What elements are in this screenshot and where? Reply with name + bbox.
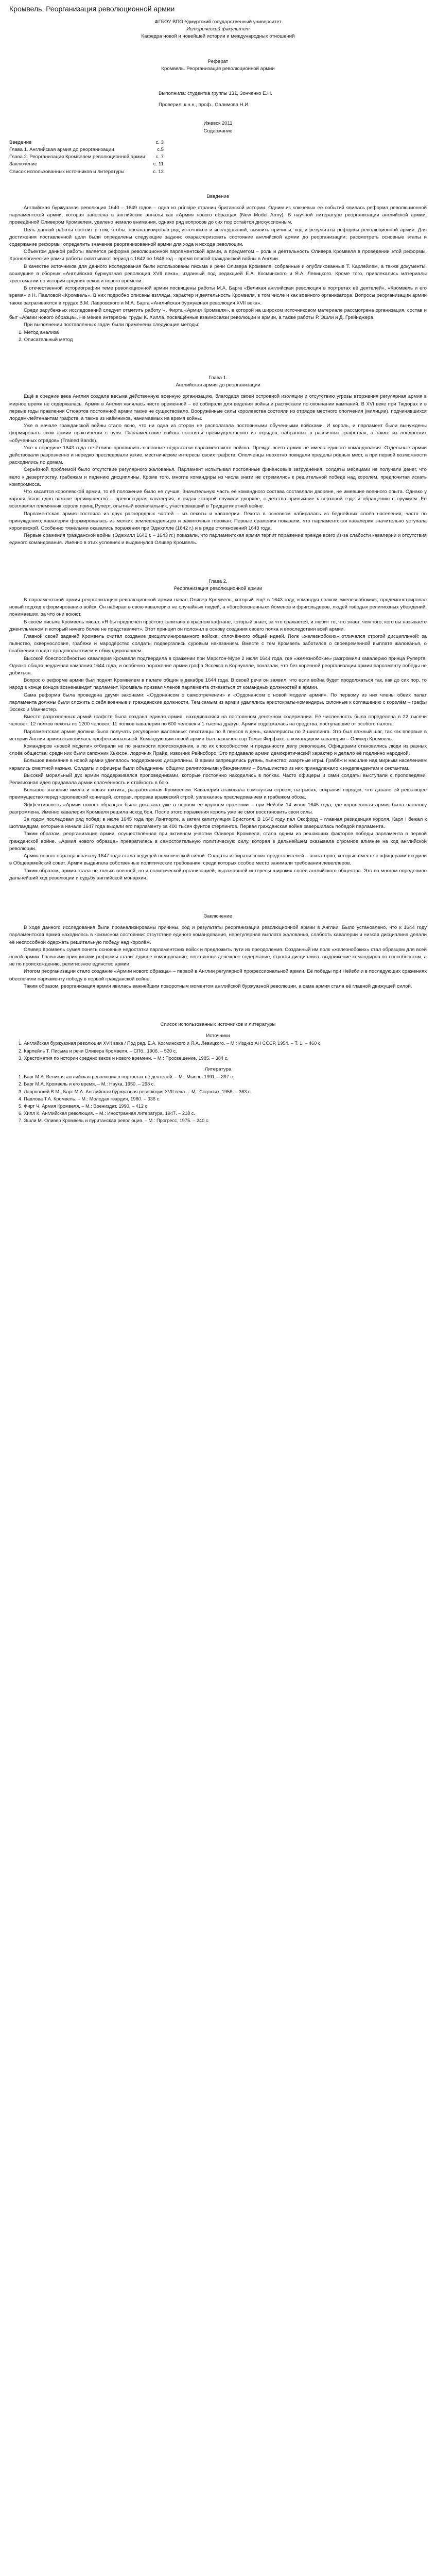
chapter-1-section: [9, 375, 427, 547]
source-item: 2. Карлейль Т. Письма и речи Оливера Кромвеля. – СПб., 1906. – 520 с.: [19, 1048, 177, 1054]
chapter-2-paragraph: Большое значение имела и новая тактика, разработанная Кромвелем. Кавалерия атаковала сомкнутым строем, на рысях, сохраняя порядок, что давало ей решающее преимущество перед королевской конницей, которая, прорвав вражеский строй, увлекалась преследованием и грабежом обоза.: [9, 787, 427, 801]
source-item: 3. Хрестоматия по истории средних веков и нового времени. – М.: Просвещение, 1985. – 384 с.: [19, 1055, 229, 1061]
chapter-2-paragraph: Высокой боеспособностью кавалерия Кромвеля подтвердила в сражении при Марстон-Муре 2 июля 1644 года, где «железнобокие» разгромили кавалерию принца Руперта. Однако общая неудачная кампания 1644 года, и особенно поражение армии графа Эссекса в Корнуолле, показали, что без коренной реорганизации армии парламенту победы не добиться.: [9, 655, 427, 676]
chapter-2-paragraph: Сама реформа была проведена двумя законами: «Ордонансом о самоотречении» и «Ордонансом о новой модели армии». По первому из них члены обеих палат парламента должны были сложить с себя военные и гражданские должности. Тем самым из армии удалялись аристократы-командиры, склонные к соглашению с королём – графы Эссекс и Манчестер.: [9, 692, 427, 713]
author-line: Выполнила: студентка группы 131, Зонченко Е.Н.: [159, 91, 272, 97]
chapter-2-paragraph: Главной своей задачей Кромвель считал создание дисциплинированного войска, сплочённого общей идеей. Полк «железнобоких» отличался строгой дисциплиной: за пьянство, сквернословие, грабежи и мародёрство солдаты подвергались суровым наказаниям. Вместе с тем Кромвель заботился о своевременной выплате жалованья, о снабжении солдат продовольствием и обмундированием.: [9, 634, 427, 654]
conclusion-paragraph: Оливер Кромвель сумел понять основные недостатки парламентских войск и предложить пути их преодоления. Созданный им полк «железнобоких» стал образцом для всей новой армии. Главными принципами реформы стали: единое командование, постоянное денежное содержание, строгая дисциплина, выдвижение командиров по способностям, а не по происхождению, религиозное единство армии.: [9, 946, 427, 968]
literature-item: 5. Фирт Ч. Армия Кромвеля. – М.: Воениздат, 1990. – 412 с.: [19, 1103, 149, 1109]
bibliography-section: [9, 1021, 427, 1125]
chapter-1-paragraph: Ещё в средние века Англия создала весьма действенную военную организацию, благодаря своей островной изоляции и отсутствию угрозы вторжения регулярная армия в мирное время не содержалась. Армия в Англии являлась чисто временной – её собирали для ведения войны и распускали по окончании кампаний. В XVI веке при Тюдорах и в первые годы правления Стюартов постоянной армии также не существовало. Вооружённые силы королевства состояли из отрядов местного ополчения (милиции), подчинявшихся лордам-лейтенантам графств, а также из наёмников, нанимаемых на время войны.: [9, 394, 427, 421]
toc-item-label: Глава 1. Английская армия до реорганизации: [9, 147, 114, 153]
literature-item: 2. Барг М.А. Кромвель и его время. – М.: Наука, 1950. – 298 с.: [19, 1081, 155, 1087]
literature-item: 6. Хилл К. Английская революция. – М.: Иностранная литература, 1947. – 218 с.: [19, 1111, 195, 1116]
chapter-2-paragraph: Таким образом, армия стала не только военной, но и политической организацией, выражавшей интересы широких слоёв английского общества. Это во многом определило дальнейший ход революции и судьбу английской монархии.: [9, 868, 427, 881]
toc-item-page: с. 3: [155, 139, 164, 145]
reviewer-line: Проверил: к.н.н., проф., Салимова Н.И.: [159, 102, 250, 108]
chapter-1-paragraph: Первые сражения гражданской войны (Эджхилл 1642 г. – 1643 гг.) показали, что парламентская армия терпит поражение прежде всего из-за слабости кавалерии и отсутствия единого командования. Именно в этих условиях и выдвинулся Оливер Кромвель.: [9, 533, 427, 546]
toc-item-label: Список использованных источников и литературы: [9, 168, 125, 175]
conclusion-heading: Заключение: [204, 913, 232, 919]
chapter-1-title: Английская армия до реорганизации: [176, 382, 260, 388]
chapter-2-paragraph: Вопрос о реформе армии был поднят Кромвелем в палате общин в декабре 1644 года. В своей речи он заявил, что если война будет продолжаться так, как до сих пор, то народ в конце концов возненавидит парламент. Кромвель призвал членов парламента отказаться от командных должностей в армии.: [9, 677, 427, 691]
method-item: 2. Описательный метод: [19, 336, 73, 343]
intro-paragraph: В качестве источников для данного исследования были использованы письма и речи Оливера Кромвеля, собранные и опубликованные Т. Карлейлем, а также документы, вошедшие в сборник «Английская буржуазная революция XVII века», изданный под редакцией Е.А. Косминского и Я.А. Левицкого. Кроме того, привлекались материалы хрестоматии по истории средних веков и нового времени.: [9, 263, 427, 284]
intro-paragraph: Цель данной работы состоит в том, чтобы, проанализировав ряд источников и исследований, выявить причины, ход и результаты реформы революционной армии. Для достижения поставленной цели были определены следующие задачи: охарактеризовать состояние английской армии до реорганизации; рассмотреть основные этапы и содержание реформы; определить значение реорганизованной армии для хода и исхода революции.: [9, 227, 427, 248]
intro-paragraph: Объектом данной работы является реформа революционной парламентской армии, а предметом – роль и деятельность Оливера Кромвеля в проведении этой реформы. Хронологические рамки работы охватывают период с 1642 по 1646 год – время первой гражданской войны в Англии.: [9, 249, 427, 262]
faculty-name: Исторический факультет: [186, 26, 250, 32]
literature-item: 4. Павлова Т.А. Кромвель. – М.: Молодая гвардия, 1980. – 336 с.: [19, 1096, 161, 1101]
toc-item-page: с. 12: [153, 168, 164, 175]
intro-paragraph: Английская буржуазная революция 1640 – 1649 годов – одна из príncipe страниц британской истории. Одним из ключевых её событий явилась реформа революционной парламентской армии, которая занесена в английские анналы как «Армия нового образца» (New Model Army). В научной литературе реорганизации английской армии, проведённой Оливером Кромвелем, уделено немало внимания, однако ряд вопросов до сих пор остаётся дискуссионным.: [9, 205, 427, 226]
chapter-2-paragraph: Большое внимание в новой армии уделялось поддержанию дисциплины. В армии запрещались ругань, пьянство, азартные игры. Грабёж и насилие над мирным населением карались смертной казнью. Солдаты и офицеры были объединены общими религиозными убеждениями – большинство из них принадлежало к индепендентам и сектантам.: [9, 758, 427, 771]
work-type: Реферат: [207, 58, 229, 64]
bibliography-heading: Список использованных источников и литературы: [160, 1021, 276, 1027]
city-year: Ижевск 2011: [203, 121, 233, 127]
method-item: 1. Метод анализа: [19, 329, 59, 335]
chapter-2-section: [9, 578, 427, 882]
introduction-section: [9, 193, 427, 344]
chapter-2-label: Глава 2.: [208, 578, 228, 584]
conclusion-section: [9, 913, 427, 990]
document: [0, 0, 436, 1125]
source-item: 1. Английская буржуазная революция XVII века / Под ред. Е.А. Косминского и Я.А. Левицкого. – М.: Изд-во АН СССР, 1954. – Т. 1. – 460 с.: [19, 1041, 322, 1046]
chapter-1-label: Глава 1.: [208, 375, 228, 381]
chapter-2-paragraph: Армия нового образца к началу 1647 года стала ведущей политической силой. Солдаты избирали своих представителей – агитаторов, которые вместе с офицерами входили в Общеармейский совет. Армия выдвигала собственные политические требования, среди которых особое место занимали требования левеллеров.: [9, 853, 427, 867]
title-page: [9, 19, 427, 128]
literature-item: 1. Барг М.А. Великая английская революция в портретах её деятелей. – М.: Мысль, 1991. – 397 с.: [19, 1074, 234, 1080]
toc-item-label: Глава 2. Реорганизация Кромвелем революционной армии: [9, 154, 145, 160]
conclusion-paragraph: Таким образом, реорганизация армии явилась важнейшим поворотным моментом английской буржуазной революции, а сама армия стала её главной движущей силой.: [24, 983, 412, 989]
intro-paragraph: При выполнении поставленных задач были применены следующие методы:: [24, 322, 200, 328]
chapter-2-paragraph: Вместо разрозненных армий графств была создана единая армия, находившаяся на постоянном денежном содержании. Её численность была определена в 22 тысячи человек: 12 полков пехоты по 1200 человек, 11 полков кавалерии по 600 человек и 1 тысяча драгун. Армия содержалась на средства, поступавшие от особого налога.: [9, 714, 427, 727]
toc-item-label: Введение: [9, 139, 32, 145]
toc-item[interactable]: [9, 139, 164, 146]
chapter-2-paragraph: В своём письме Кромвель писал: «Я бы предпочёл простого капитана в красном кафтане, который знает, за что сражается, и любит то, что знает, чем того, кого вы называете джентльменом и который ничего более не представляет». Этот принцип он положил в основу создания своего полка и впоследствии всей армии.: [9, 619, 427, 632]
chapter-1-paragraph: Серьёзной проблемой было отсутствие регулярного жалованья. Парламент испытывал постоянные финансовые затруднения, солдаты месяцами не получали денег, что вело к дезертирству, грабежам и падению дисциплины. Кроме того, многие командиры из числа знати не стремились к решительной победе над королём, предпочитая искать компромисса.: [9, 467, 427, 487]
department-name: Кафедра новой и новейшей истории и международных отношений: [141, 33, 295, 40]
chapter-1-paragraph: Что касается королевской армии, то её положение было не лучше. Значительную часть её командного состава составляли дворяне, не имевшие военного опыта. Однако у короля было одно важное преимущество – превосходная кавалерия, в рядах которой служили дворяне, с детства привыкшие к верховой езде и обращению с оружием. Её возглавлял племянник короля принц Руперт, опытный военачальник, участвовавший в Тридцатилетней войне.: [9, 488, 427, 510]
chapter-2-paragraph: За годом последовал ряд побед: в июле 1645 года при Лэнгпорте, а затем капитуляция Бристоля. В 1646 году пал Оксфорд – главная резиденция короля. Карл I бежал к шотландцам, которые в начале 1647 года выдали его парламенту за 400 тысяч фунтов стерлингов. Первая гражданская война завершилась победой парламента.: [9, 817, 427, 830]
chapter-2-paragraph: Таким образом, реорганизация армии, осуществлённая при активном участии Оливера Кромвеля, стала одним из решающих факторов победы парламента в первой гражданской войне. «Армия нового образца» превратилась в самостоятельную политическую силу, которая в дальнейшем оказывала огромное влияние на ход английской революции.: [9, 831, 427, 852]
literature-item: 7. Эшли М. Оливер Кромвель и пуританская революция. – М.: Прогресс, 1975. – 240 с.: [19, 1118, 210, 1124]
chapter-1-paragraph: Парламентская армия состояла из двух разнородных частей – из пехоты и кавалерии. Пехота в основном набиралась из беднейших слоёв населения, часто по принуждению; кавалерия формировалась из мелких землевладельцев и зажиточных горожан. Первые сражения показали, что парламентская кавалерия значительно уступала королевской. Особенно тяжёлыми оказались поражения при Эджхилле (1642 г.) и в ряде столкновений 1643 года.: [9, 511, 427, 531]
intro-paragraph: Среди зарубежных исследований следует отметить работу Ч. Фирта «Армия Кромвеля», в которой на широком источниковом материале рассмотрена организация, состав и быт «Армии нового образца». Не менее интересны труды К. Хилла, посвящённые взаимосвязи революции и армии, а также работы Р. Эшли и Д. Грейнджера.: [9, 307, 427, 321]
conclusion-paragraph: Итогом реорганизации стало создание «Армии нового образца» – первой в Англии регулярной профессиональной армии. Её победы при Нейзби и в последующих сражениях обеспечили парламенту победу в первой гражданской войне.: [9, 969, 427, 982]
toc-item-page: с.5: [157, 147, 164, 153]
conclusion-paragraph: В ходе данного исследования были проанализированы причины, ход и результаты реорганизации революционной армии в Англии. Было установлено, что к 1644 году парламентская армия находилась в кризисном состоянии: отсутствие единого командования, нерегулярная выплата жалованья, слабость кавалерии и низкая дисциплина делали её неспособной одержать решительную победу над королём.: [9, 925, 427, 945]
toc-title: Содержание: [203, 128, 233, 134]
work-title: Кромвель. Реорганизация революционной армии: [161, 65, 275, 72]
university-name: ФГБОУ ВПО Удмуртский государственный университет: [154, 19, 282, 25]
literature-subheading: Литература: [204, 1066, 232, 1072]
literature-item: 3. Лавровский В.М., Барг М.А. Английская буржуазная революция XVII века. – М.: Соцэкгиз, 1958. – 363 с.: [19, 1089, 252, 1094]
sources-subheading: Источники: [206, 1033, 230, 1039]
chapter-1-paragraph: Уже в начале гражданской войны стало ясно, что ни одна из сторон не располагала постоянными обученными войсками. И король, и парламент были вынуждены формировать свои армии практически с нуля. Парламентские войска состояли преимущественно из отрядов, набранных в различных графствах, а также из лондонских «обученных отрядов» (Trained Bands).: [9, 423, 427, 444]
toc-item[interactable]: [9, 146, 164, 154]
document-title: Кромвель. Реорганизация революционной армии: [9, 5, 175, 13]
table-of-contents: [9, 128, 427, 176]
chapter-2-paragraph: Командиров «новой модели» отбирали не по знатности происхождения, а по их способностям и преданности делу революции. Офицерами становились люди из разных слоёв общества: среди них были сапожник Хьюсон, лодочник Прайд, извозчик Рейнсборо. Это придавало армии демократический характер и делало её подлинно народной.: [9, 743, 427, 757]
chapter-1-paragraph: Уже к середине 1643 года отчётливо проявились основные недостатки парламентского войска. Прежде всего армия не имела единого командования. Отдельные армии действовали разрозненно и нередко преследовали узкие, местнические интересы своих графств. Ополченцы неохотно покидали пределы родных мест, а при первой возможности расходились по домам.: [9, 445, 427, 466]
chapter-2-paragraph: Парламентская армия должна была получать регулярное жалованье: пехотинцы по 8 пенсов в день, кавалеристы по 2 шиллинга. Это был важный шаг, так как впервые в истории Англии армия становилась профессиональной. Командующим новой армии был назначен сэр Томас Ферфакс, а командиром кавалерии – Оливер Кромвель.: [9, 728, 427, 742]
chapter-2-paragraph: Эффективность «Армии нового образца» была доказана уже в первом её крупном сражении – при Нейзби 14 июня 1645 года, где королевская армия была наголову разгромлена. Именно кавалерия Кромвеля решила исход боя. После этого поражения король уже не смог восстановить свои силы.: [9, 802, 427, 815]
toc-item[interactable]: [9, 154, 164, 161]
toc-item-page: с. 7: [155, 154, 164, 160]
toc-item-label: Заключение: [9, 161, 38, 167]
intro-heading: Введение: [206, 193, 230, 199]
chapter-2-paragraph: В парламентской армии реорганизацию революционной армии начал Оливер Кромвель, который ещё в 1643 году, командуя полком «железнобоких», продемонстрировал новый подход к формированию войск. Он набирал в свою кавалерию не случайных людей, а «богобоязненных» йоменов и фригольдеров, людей твёрдых религиозных убеждений, понимавших, за что они воюют.: [9, 597, 427, 618]
toc-item-page: с. 11: [153, 161, 164, 167]
intro-paragraph: В отечественной историографии теме революционной армии посвящены работы М.А. Барга «Великая английская революция в портретах её деятелей», «Кромвель и его время» и Н. Павловой «Кромвель». В них подробно описаны взгляды, характер и деятельность Кромвеля, в том числе и как военного организатора. Вопросы реорганизации армии также затрагиваются в трудах В.М. Лавровского и М.А. Барга «Английская буржуазная революция XVII века».: [9, 285, 427, 306]
toc-item[interactable]: [9, 168, 164, 176]
toc-item[interactable]: [9, 161, 164, 168]
chapter-2-title: Реорганизация революционной армии: [173, 585, 263, 591]
chapter-2-paragraph: Высокий моральный дух армии поддерживался проповедниками, которые постоянно находились в полках. Часто офицеры и сами солдаты выступали с проповедями. Религиозная идея придавала армии сплочённость и стойкость в бою.: [9, 772, 427, 786]
